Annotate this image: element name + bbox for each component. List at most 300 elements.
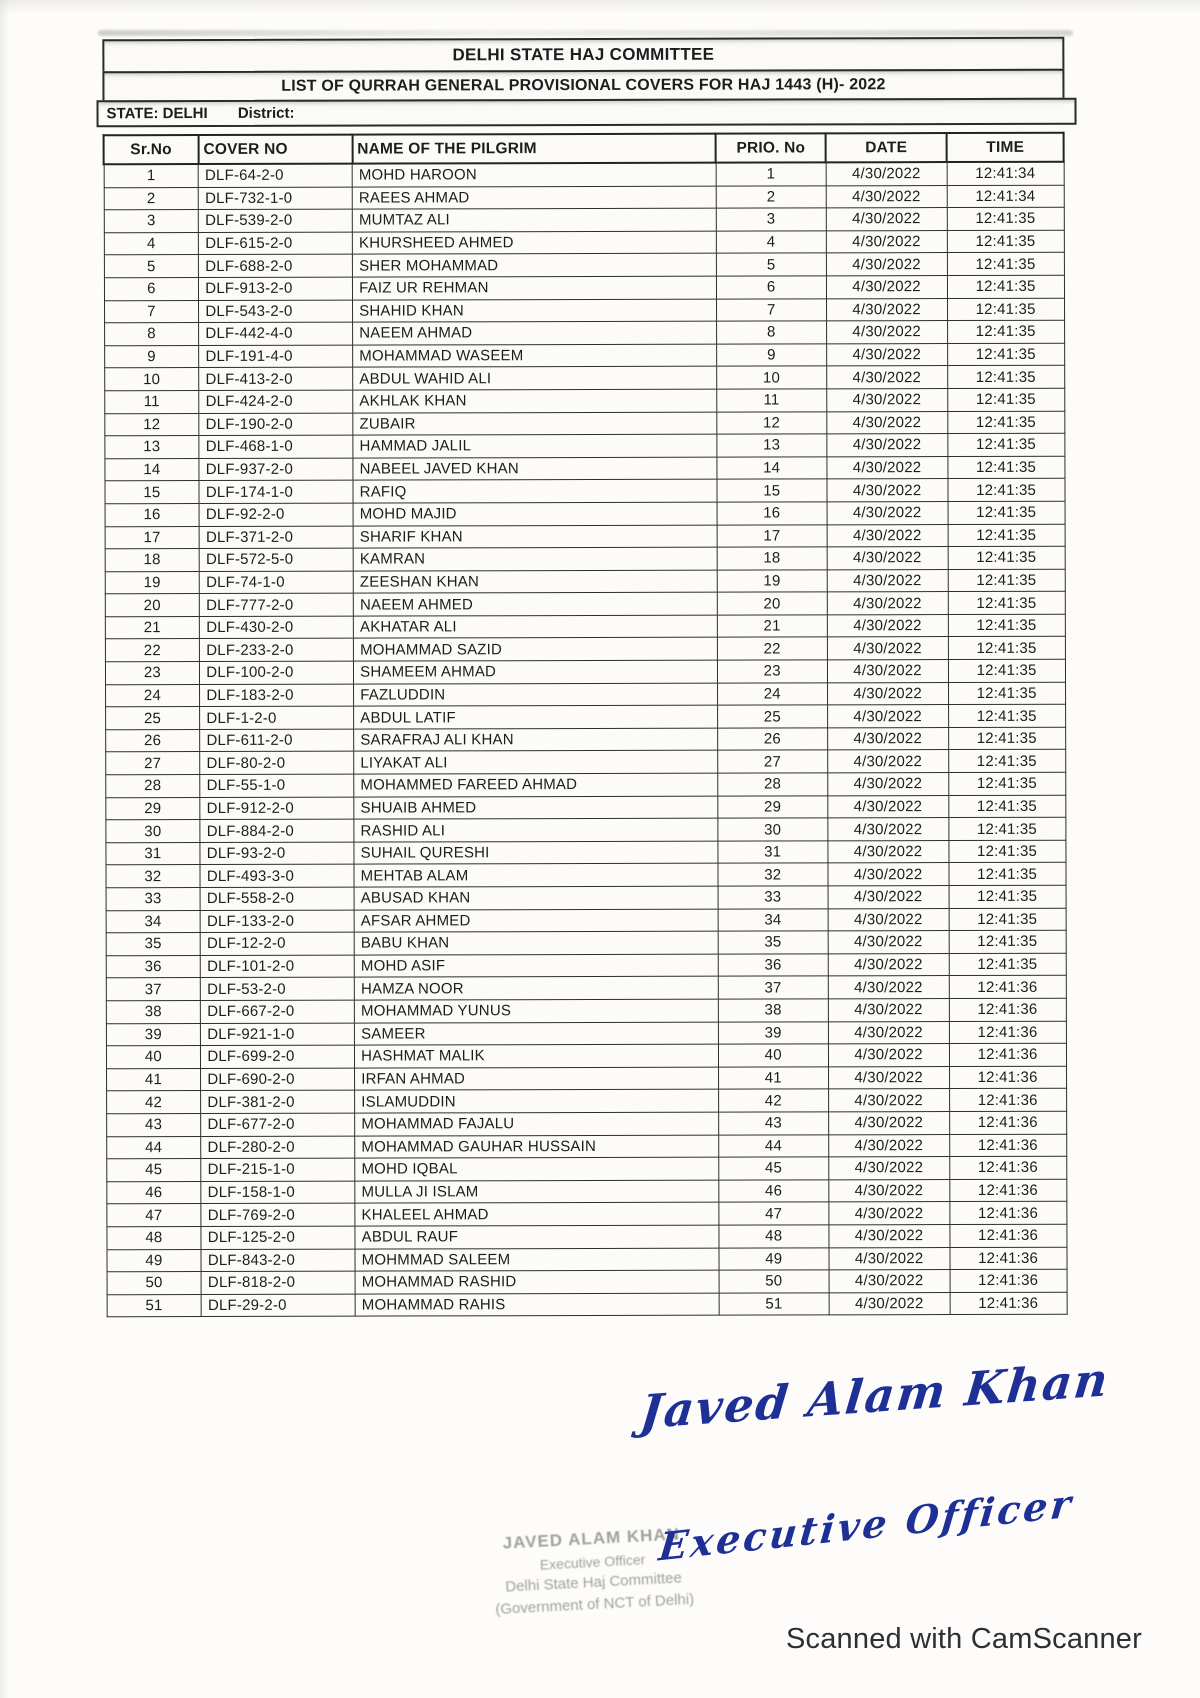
table-row [106, 1066, 1066, 1091]
prio-no-cell: 27 [718, 750, 828, 773]
prio-no-cell: 35 [718, 931, 828, 954]
prio-no-cell: 4 [716, 231, 826, 254]
cover-no-cell: DLF-677-2-0 [201, 1113, 355, 1136]
cover-no-cell: DLF-101-2-0 [201, 955, 355, 978]
cover-no-cell: DLF-818-2-0 [201, 1271, 355, 1294]
pilgrim-name-cell: MOHMMAD SALEEM [355, 1248, 719, 1272]
cover-no-cell: DLF-688-2-0 [199, 254, 353, 277]
date-cell: 4/30/2022 [826, 366, 947, 389]
pilgrim-name-cell: SHUAIB AHMED [354, 796, 718, 820]
cover-no-cell: DLF-442-4-0 [199, 322, 353, 345]
prio-no-cell: 12 [717, 411, 827, 434]
time-cell: 12:41:35 [948, 704, 1065, 727]
pilgrim-name-cell: NABEEL JAVED KHAN [353, 457, 717, 481]
date-cell: 4/30/2022 [828, 1247, 949, 1270]
pilgrim-name-cell: NAEEM AHMED [353, 592, 717, 616]
pilgrim-name-cell: MOHD MAJID [353, 502, 717, 526]
date-cell: 4/30/2022 [826, 162, 947, 185]
stamp-government: (Government of NCT of Delhi) [494, 1590, 695, 1618]
cover-no-cell: DLF-690-2-0 [201, 1068, 355, 1091]
date-cell: 4/30/2022 [826, 230, 947, 253]
date-cell: 4/30/2022 [828, 1066, 949, 1089]
prio-no-cell: 16 [717, 502, 827, 525]
pilgrim-name-cell: MOHD IQBAL [355, 1157, 719, 1181]
sr-no-cell: 24 [105, 684, 200, 707]
date-cell: 4/30/2022 [828, 1202, 949, 1225]
date-cell: 4/30/2022 [826, 411, 947, 434]
table-row [104, 411, 1064, 436]
cover-no-cell: DLF-183-2-0 [200, 684, 354, 707]
pilgrim-name-cell: FAIZ UR REHMAN [353, 276, 717, 300]
cover-no-cell: DLF-100-2-0 [200, 661, 354, 684]
prio-no-cell: 7 [716, 298, 826, 321]
time-cell: 12:41:34 [947, 162, 1064, 185]
sr-no-cell: 18 [105, 549, 200, 572]
pilgrim-name-cell: KHALEEL AHMAD [355, 1202, 719, 1226]
table-row [105, 704, 1065, 729]
date-cell: 4/30/2022 [828, 1157, 949, 1180]
table-row [106, 885, 1066, 910]
table-row [104, 162, 1064, 188]
committee-title: DELHI STATE HAJ COMMITTEE [102, 37, 1064, 74]
qurrah-list-document [102, 37, 1067, 1318]
prio-no-cell: 41 [718, 1067, 828, 1090]
table-row [104, 366, 1064, 391]
date-cell: 4/30/2022 [827, 818, 948, 841]
pilgrim-name-cell: SHAMEEM AHMAD [354, 660, 718, 684]
col-header-pilgrim-name: NAME OF THE PILGRIM [352, 134, 716, 164]
pilgrim-name-cell: ABUSAD KHAN [354, 886, 718, 910]
prio-no-cell: 30 [718, 818, 828, 841]
cover-no-cell: DLF-543-2-0 [199, 300, 353, 323]
date-cell: 4/30/2022 [827, 727, 948, 750]
pilgrim-name-cell: SHAHID KHAN [353, 299, 717, 323]
table-row [106, 1202, 1066, 1227]
cover-no-cell: DLF-558-2-0 [200, 887, 354, 910]
sr-no-cell: 33 [106, 888, 201, 911]
pilgrim-name-cell: RAEES AHMAD [352, 186, 716, 210]
pilgrim-name-cell: AKHATAR ALI [353, 615, 717, 639]
cover-no-cell: DLF-92-2-0 [199, 503, 353, 526]
date-cell: 4/30/2022 [826, 276, 947, 299]
sr-no-cell: 46 [106, 1181, 201, 1204]
time-cell: 12:41:35 [949, 863, 1066, 886]
pilgrim-name-cell: MOHAMMAD FAJALU [355, 1112, 719, 1136]
pilgrim-name-cell: RAFIQ [353, 479, 717, 503]
prio-no-cell: 28 [718, 773, 828, 796]
date-cell: 4/30/2022 [828, 1044, 949, 1067]
sr-no-cell: 31 [105, 842, 200, 865]
cover-no-cell: DLF-667-2-0 [201, 1000, 355, 1023]
sr-no-cell: 3 [104, 210, 199, 233]
sr-no-cell: 40 [106, 1046, 201, 1069]
cover-no-cell: DLF-371-2-0 [199, 526, 353, 549]
time-cell: 12:41:35 [948, 546, 1065, 569]
time-cell: 12:41:35 [947, 298, 1064, 321]
pilgrim-name-cell: IRFAN AHMAD [355, 1067, 719, 1091]
sr-no-cell: 38 [106, 1000, 201, 1023]
pilgrim-name-cell: MUMTAZ ALI [352, 208, 716, 232]
table-row [105, 637, 1065, 662]
time-cell: 12:41:35 [948, 592, 1065, 615]
time-cell: 12:41:35 [947, 343, 1064, 366]
pilgrims-table [103, 132, 1068, 1318]
sr-no-cell: 32 [105, 865, 200, 888]
time-cell: 12:41:35 [948, 750, 1065, 773]
prio-no-cell: 18 [717, 547, 827, 570]
prio-no-cell: 49 [719, 1247, 829, 1270]
table-row [106, 1111, 1066, 1136]
prio-no-cell: 17 [717, 524, 827, 547]
cover-no-cell: DLF-158-1-0 [201, 1181, 355, 1204]
table-row [107, 1269, 1067, 1294]
prio-no-cell: 20 [717, 592, 827, 615]
table-row [105, 569, 1065, 594]
table-row [104, 479, 1064, 504]
district-label: District: [237, 104, 295, 122]
time-cell: 12:41:36 [949, 1179, 1066, 1202]
date-cell: 4/30/2022 [826, 185, 947, 208]
pilgrim-name-cell: NAEEM AHMAD [353, 321, 717, 345]
col-header-sr-no: Sr.No [104, 135, 199, 164]
date-cell: 4/30/2022 [826, 321, 947, 344]
time-cell: 12:41:36 [950, 1224, 1067, 1247]
table-row [105, 682, 1065, 707]
sr-no-cell: 36 [106, 955, 201, 978]
table-header [104, 133, 1064, 165]
pilgrim-name-cell: AKHLAK KHAN [353, 389, 717, 413]
sr-no-cell: 48 [106, 1226, 201, 1249]
date-cell: 4/30/2022 [827, 569, 948, 592]
table-row [105, 795, 1065, 820]
date-cell: 4/30/2022 [826, 298, 947, 321]
cover-no-cell: DLF-843-2-0 [201, 1249, 355, 1272]
table-row [106, 1179, 1066, 1204]
sr-no-cell: 6 [104, 277, 199, 300]
time-cell: 12:41:35 [948, 795, 1065, 818]
date-cell: 4/30/2022 [828, 1021, 949, 1044]
cover-no-cell: DLF-381-2-0 [201, 1090, 355, 1113]
table-row [104, 388, 1064, 413]
cover-no-cell: DLF-921-1-0 [201, 1023, 355, 1046]
date-cell: 4/30/2022 [827, 524, 948, 547]
cover-no-cell: DLF-53-2-0 [201, 977, 355, 1000]
date-cell: 4/30/2022 [826, 208, 947, 231]
time-cell: 12:41:36 [950, 1247, 1067, 1270]
time-cell: 12:41:36 [949, 976, 1066, 999]
prio-no-cell: 48 [719, 1225, 829, 1248]
cover-no-cell: DLF-191-4-0 [199, 345, 353, 368]
pilgrim-name-cell: ISLAMUDDIN [355, 1089, 719, 1113]
table-row [104, 298, 1064, 323]
time-cell: 12:41:36 [950, 1202, 1067, 1225]
sr-no-cell: 11 [104, 390, 199, 413]
cover-no-cell: DLF-937-2-0 [199, 458, 353, 481]
table-row [105, 817, 1065, 842]
sr-no-cell: 27 [105, 752, 200, 775]
table-row [105, 614, 1065, 639]
table-row [106, 998, 1066, 1023]
date-cell: 4/30/2022 [826, 343, 947, 366]
date-cell: 4/30/2022 [826, 388, 947, 411]
pilgrim-name-cell: HAMMAD JALIL [353, 434, 717, 458]
time-cell: 12:41:35 [949, 953, 1066, 976]
sr-no-cell: 1 [104, 164, 199, 187]
sr-no-cell: 12 [104, 413, 199, 436]
sr-no-cell: 21 [105, 616, 200, 639]
cover-no-cell: DLF-572-5-0 [199, 548, 353, 571]
table-row [104, 433, 1064, 458]
pilgrim-name-cell: AFSAR AHMED [354, 909, 718, 933]
time-cell: 12:41:36 [949, 1134, 1066, 1157]
prio-no-cell: 33 [718, 886, 828, 909]
sr-no-cell: 37 [106, 978, 201, 1001]
cover-no-cell: DLF-233-2-0 [200, 639, 354, 662]
time-cell: 12:41:35 [947, 230, 1064, 253]
pilgrim-name-cell: MOHAMMAD RAHIS [355, 1293, 719, 1317]
prio-no-cell: 8 [717, 321, 827, 344]
table-body [104, 162, 1067, 1317]
time-cell: 12:41:35 [949, 817, 1066, 840]
sr-no-cell: 39 [106, 1023, 201, 1046]
date-cell: 4/30/2022 [827, 660, 948, 683]
pilgrim-name-cell: SAMEER [355, 1022, 719, 1046]
sr-no-cell: 34 [106, 910, 201, 933]
date-cell: 4/30/2022 [827, 705, 948, 728]
pilgrim-name-cell: RASHID ALI [354, 818, 718, 842]
pilgrim-name-cell: ABDUL LATIF [354, 705, 718, 729]
time-cell: 12:41:35 [948, 433, 1065, 456]
table-row [104, 230, 1064, 255]
cover-no-cell: DLF-74-1-0 [200, 571, 354, 594]
date-cell: 4/30/2022 [828, 1134, 949, 1157]
prio-no-cell: 26 [718, 728, 828, 751]
prio-no-cell: 47 [719, 1202, 829, 1225]
table-row [106, 1156, 1066, 1181]
table-row [106, 908, 1066, 933]
date-cell: 4/30/2022 [827, 547, 948, 570]
prio-no-cell: 40 [718, 1044, 828, 1067]
sr-no-cell: 2 [104, 187, 199, 210]
time-cell: 12:41:35 [947, 253, 1064, 276]
cover-no-cell: DLF-732-1-0 [199, 187, 353, 210]
cover-no-cell: DLF-430-2-0 [200, 616, 354, 639]
cover-no-cell: DLF-413-2-0 [199, 367, 353, 390]
time-cell: 12:41:36 [949, 1066, 1066, 1089]
pilgrim-name-cell: ABDUL RAUF [355, 1225, 719, 1249]
sr-no-cell: 13 [104, 436, 199, 459]
table-row [105, 524, 1065, 549]
table-row [105, 863, 1065, 888]
sr-no-cell: 14 [104, 458, 199, 481]
time-cell: 12:41:35 [948, 479, 1065, 502]
pilgrim-name-cell: SHARIF KHAN [353, 525, 717, 549]
cover-no-cell: DLF-1-2-0 [200, 706, 354, 729]
table-row [105, 772, 1065, 797]
cover-no-cell: DLF-55-1-0 [200, 774, 354, 797]
camscanner-watermark: Scanned with CamScanner [785, 1623, 1142, 1655]
sr-no-cell: 30 [105, 820, 200, 843]
pilgrim-name-cell: MOHAMMAD WASEEM [353, 344, 717, 368]
sr-no-cell: 22 [105, 639, 200, 662]
time-cell: 12:41:36 [949, 1156, 1066, 1179]
time-cell: 12:41:35 [947, 366, 1064, 389]
table-row [106, 1043, 1066, 1068]
prio-no-cell: 9 [717, 344, 827, 367]
table-row [104, 185, 1064, 210]
sr-no-cell: 25 [105, 707, 200, 730]
time-cell: 12:41:35 [947, 275, 1064, 298]
prio-no-cell: 51 [719, 1293, 829, 1316]
sr-no-cell: 26 [105, 729, 200, 752]
col-header-date: DATE [826, 133, 947, 162]
time-cell: 12:41:35 [949, 908, 1066, 931]
time-cell: 12:41:35 [948, 682, 1065, 705]
time-cell: 12:41:36 [950, 1269, 1067, 1292]
cover-no-cell: DLF-125-2-0 [201, 1226, 355, 1249]
pilgrim-name-cell: LIYAKAT ALI [354, 751, 718, 775]
sr-no-cell: 42 [106, 1091, 201, 1114]
cover-no-cell: DLF-29-2-0 [201, 1294, 355, 1317]
sr-no-cell: 4 [104, 232, 199, 255]
pilgrim-name-cell: HAMZA NOOR [354, 977, 718, 1001]
table-row [105, 659, 1065, 684]
col-header-prio-no: PRIO. No [716, 133, 826, 162]
sr-no-cell: 51 [107, 1294, 202, 1317]
date-cell: 4/30/2022 [826, 434, 947, 457]
table-row [104, 343, 1064, 368]
handwritten-signature [637, 1351, 1113, 1570]
date-cell: 4/30/2022 [828, 953, 949, 976]
pilgrim-name-cell: MOHAMMAD SAZID [354, 638, 718, 662]
prio-no-cell: 44 [719, 1134, 829, 1157]
sr-no-cell: 16 [105, 503, 200, 526]
prio-no-cell: 50 [719, 1270, 829, 1293]
pilgrim-name-cell: ZEESHAN KHAN [353, 570, 717, 594]
sr-no-cell: 41 [106, 1068, 201, 1091]
time-cell: 12:41:35 [948, 614, 1065, 637]
prio-no-cell: 13 [717, 434, 827, 457]
sr-no-cell: 35 [106, 933, 201, 956]
prio-no-cell: 1 [716, 162, 826, 185]
prio-no-cell: 21 [717, 615, 827, 638]
time-cell: 12:41:35 [948, 524, 1065, 547]
sr-no-cell: 7 [104, 300, 199, 323]
table-row [105, 750, 1065, 775]
prio-no-cell: 37 [718, 976, 828, 999]
prio-no-cell: 23 [717, 660, 827, 683]
cover-no-cell: DLF-912-2-0 [200, 797, 354, 820]
pilgrim-name-cell: MOHAMMAD YUNUS [354, 999, 718, 1023]
table-row [105, 501, 1065, 526]
cover-no-cell: DLF-190-2-0 [199, 413, 353, 436]
table-row [105, 727, 1065, 752]
table-row [106, 930, 1066, 955]
time-cell: 12:41:36 [949, 1089, 1066, 1112]
time-cell: 12:41:36 [949, 998, 1066, 1021]
time-cell: 12:41:35 [948, 727, 1065, 750]
sr-no-cell: 5 [104, 255, 199, 278]
time-cell: 12:41:35 [948, 659, 1065, 682]
prio-no-cell: 6 [716, 276, 826, 299]
time-cell: 12:41:36 [949, 1111, 1066, 1134]
table-row [107, 1292, 1067, 1317]
scan-artifact [98, 30, 1073, 36]
table-row [106, 1247, 1066, 1272]
date-cell: 4/30/2022 [829, 1270, 950, 1293]
date-cell: 4/30/2022 [828, 976, 949, 999]
date-cell: 4/30/2022 [827, 840, 948, 863]
pilgrim-name-cell: MOHD HAROON [352, 163, 716, 187]
state-district-row [96, 98, 1076, 128]
cover-no-cell: DLF-777-2-0 [200, 593, 354, 616]
stamp-officer-title: Executive Officer [539, 1550, 646, 1573]
prio-no-cell: 31 [718, 841, 828, 864]
prio-no-cell: 19 [717, 570, 827, 593]
cover-no-cell: DLF-93-2-0 [200, 842, 354, 865]
pilgrim-name-cell: MULLA JI ISLAM [355, 1180, 719, 1204]
table-row [105, 840, 1065, 865]
date-cell: 4/30/2022 [828, 931, 949, 954]
date-cell: 4/30/2022 [827, 750, 948, 773]
cover-no-cell: DLF-884-2-0 [200, 819, 354, 842]
pilgrim-name-cell: MOHD ASIF [354, 954, 718, 978]
date-cell: 4/30/2022 [829, 1292, 950, 1315]
date-cell: 4/30/2022 [828, 886, 949, 909]
prio-no-cell: 15 [717, 479, 827, 502]
state-label: STATE: DELHI [106, 104, 208, 123]
cover-no-cell: DLF-769-2-0 [201, 1203, 355, 1226]
pilgrim-name-cell: HASHMAT MALIK [355, 1044, 719, 1068]
sr-no-cell: 15 [104, 481, 199, 504]
date-cell: 4/30/2022 [828, 1224, 949, 1247]
time-cell: 12:41:36 [950, 1292, 1067, 1315]
prio-no-cell: 34 [718, 908, 828, 931]
cover-no-cell: DLF-80-2-0 [200, 752, 354, 775]
date-cell: 4/30/2022 [827, 501, 948, 524]
pilgrim-name-cell: SUHAIL QURESHI [354, 841, 718, 865]
sr-no-cell: 23 [105, 662, 200, 685]
time-cell: 12:41:35 [949, 885, 1066, 908]
col-header-cover-no: COVER NO [198, 135, 352, 164]
time-cell: 12:41:34 [947, 185, 1064, 208]
time-cell: 12:41:35 [948, 569, 1065, 592]
table-row [106, 1021, 1066, 1046]
table-row [105, 592, 1065, 617]
table-row [104, 207, 1064, 232]
sr-no-cell: 49 [106, 1249, 201, 1272]
pilgrim-name-cell: KHURSHEED AHMED [352, 231, 716, 255]
table-row [106, 976, 1066, 1001]
date-cell: 4/30/2022 [827, 592, 948, 615]
pilgrim-name-cell: SARAFRAJ ALI KHAN [354, 728, 718, 752]
sr-no-cell: 44 [106, 1136, 201, 1159]
pilgrim-name-cell: FAZLUDDIN [354, 683, 718, 707]
cover-no-cell: DLF-913-2-0 [199, 277, 353, 300]
time-cell: 12:41:35 [948, 456, 1065, 479]
time-cell: 12:41:35 [947, 388, 1064, 411]
date-cell: 4/30/2022 [827, 863, 948, 886]
prio-no-cell: 42 [719, 1089, 829, 1112]
sr-no-cell: 47 [106, 1204, 201, 1227]
cover-no-cell: DLF-468-1-0 [199, 435, 353, 458]
prio-no-cell: 22 [717, 637, 827, 660]
sr-no-cell: 8 [104, 323, 199, 346]
cover-no-cell: DLF-611-2-0 [200, 729, 354, 752]
table-row [104, 456, 1064, 481]
cover-no-cell: DLF-64-2-0 [198, 164, 352, 187]
pilgrim-name-cell: ZUBAIR [353, 412, 717, 436]
